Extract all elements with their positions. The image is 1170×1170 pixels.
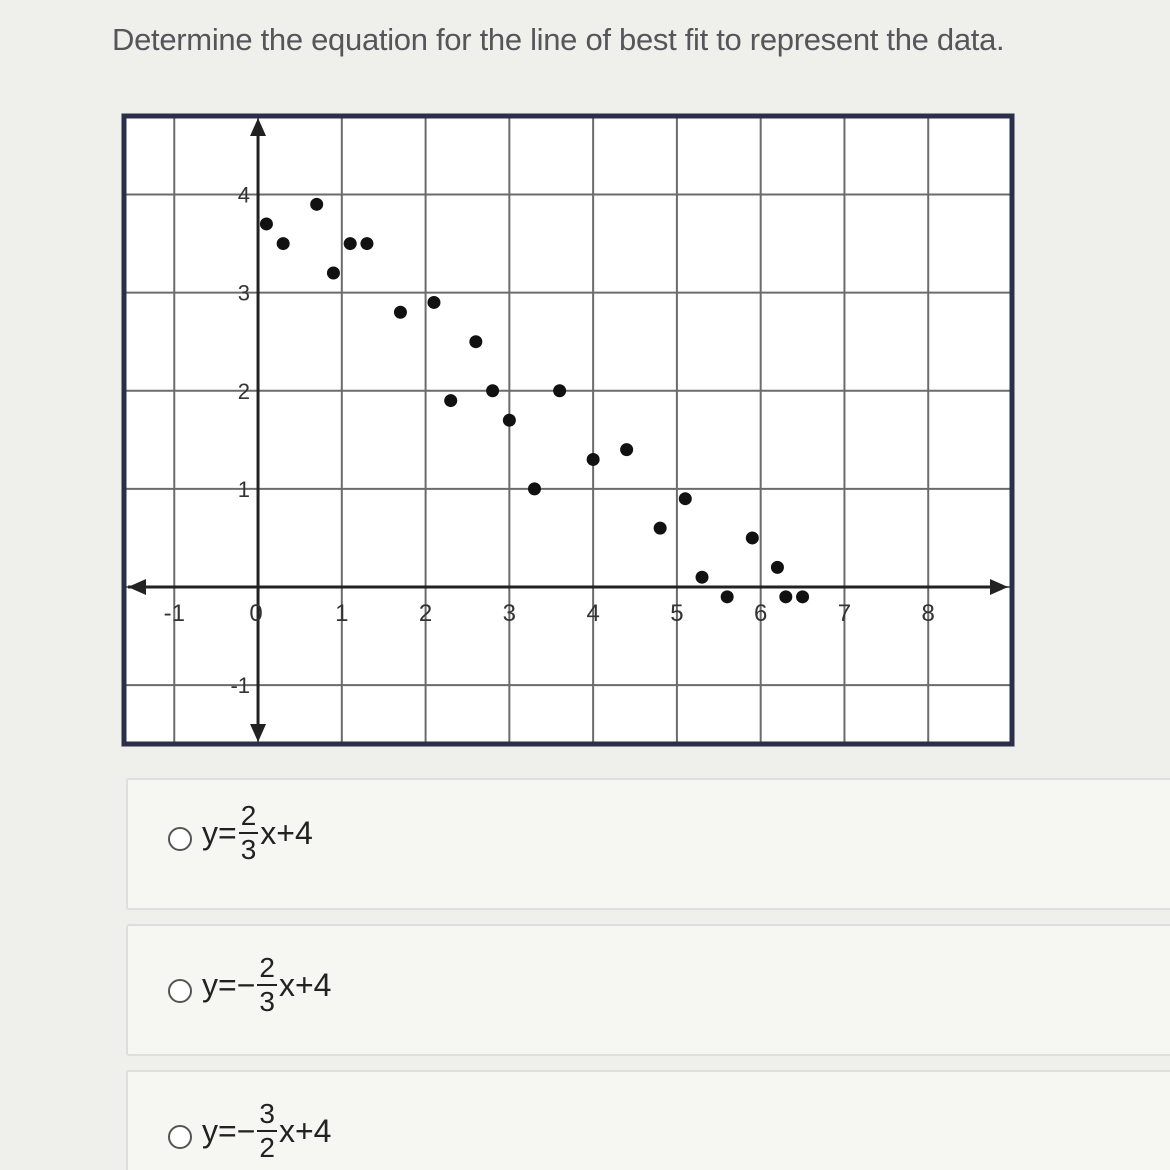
x-tick-label: 4	[586, 600, 600, 627]
x-tick-label: 1	[335, 600, 349, 627]
y-tick-label: 1	[237, 476, 251, 502]
y-tick-label: -1	[230, 673, 251, 699]
eq-rest: x+4	[260, 814, 313, 851]
data-point	[679, 492, 692, 505]
y-tick-label: 3	[237, 280, 251, 306]
data-point	[327, 267, 340, 280]
answer-choice-2[interactable]	[126, 924, 1170, 1056]
eq-sign: −	[236, 1112, 256, 1149]
eq-lhs: y=	[202, 814, 237, 851]
data-point	[553, 384, 566, 397]
x-tick-label: 3	[502, 600, 517, 627]
eq-lhs: y=	[202, 966, 237, 1003]
data-point	[444, 394, 457, 407]
data-point	[260, 217, 273, 230]
fraction-denominator: 3	[240, 834, 257, 865]
data-point	[486, 384, 499, 397]
eq-fraction	[239, 802, 259, 864]
data-point	[696, 571, 709, 584]
data-point	[469, 335, 482, 348]
data-point	[654, 522, 667, 535]
x-tick-label: 5	[670, 600, 684, 627]
answer-choice-3[interactable]	[126, 1070, 1170, 1170]
x-tick-label: 0	[249, 600, 263, 627]
eq-sign: −	[236, 966, 256, 1003]
scatter-plot	[118, 110, 1018, 750]
fraction-denominator: 3	[259, 986, 275, 1017]
x-tick-label: 6	[753, 600, 768, 627]
y-tick-label: 4	[237, 182, 251, 208]
y-tick-label: 2	[237, 378, 251, 404]
data-point	[779, 590, 792, 603]
data-point	[344, 237, 357, 250]
data-point	[746, 531, 759, 544]
x-tick-label: 8	[921, 600, 935, 627]
eq-rest: x+4	[278, 966, 332, 1003]
data-point	[528, 482, 541, 495]
data-point	[503, 414, 516, 427]
equation-1	[202, 802, 313, 864]
radio-button-2[interactable]	[168, 979, 192, 1003]
fraction-numerator: 2	[259, 952, 275, 983]
fraction-denominator: 2	[259, 1132, 275, 1163]
data-point	[277, 237, 290, 250]
radio-button-3[interactable]	[168, 1125, 192, 1149]
eq-rest: x+4	[278, 1112, 332, 1149]
data-point	[427, 296, 440, 309]
data-point	[721, 590, 734, 603]
fraction-numerator: 2	[240, 800, 257, 831]
data-point	[620, 443, 633, 456]
data-point	[310, 198, 323, 211]
data-point	[360, 237, 373, 250]
equation-3	[202, 1100, 331, 1162]
x-tick-label: -1	[163, 600, 185, 627]
x-tick-label: 2	[418, 600, 433, 627]
eq-lhs: y=	[202, 1112, 237, 1149]
data-point	[394, 306, 407, 319]
eq-fraction	[257, 1100, 277, 1162]
data-point	[796, 590, 809, 603]
data-point	[771, 561, 784, 574]
scatter-plot-svg	[118, 110, 1018, 750]
data-point	[587, 453, 600, 466]
answer-choice-1[interactable]	[126, 778, 1170, 910]
x-tick-label: 7	[837, 600, 852, 627]
eq-fraction	[257, 954, 277, 1016]
equation-2	[202, 954, 331, 1016]
question-text: Determine the equation for the line of best fit to represent the data.	[112, 22, 1005, 57]
fraction-numerator: 3	[259, 1098, 275, 1129]
radio-button-1[interactable]	[168, 827, 192, 851]
